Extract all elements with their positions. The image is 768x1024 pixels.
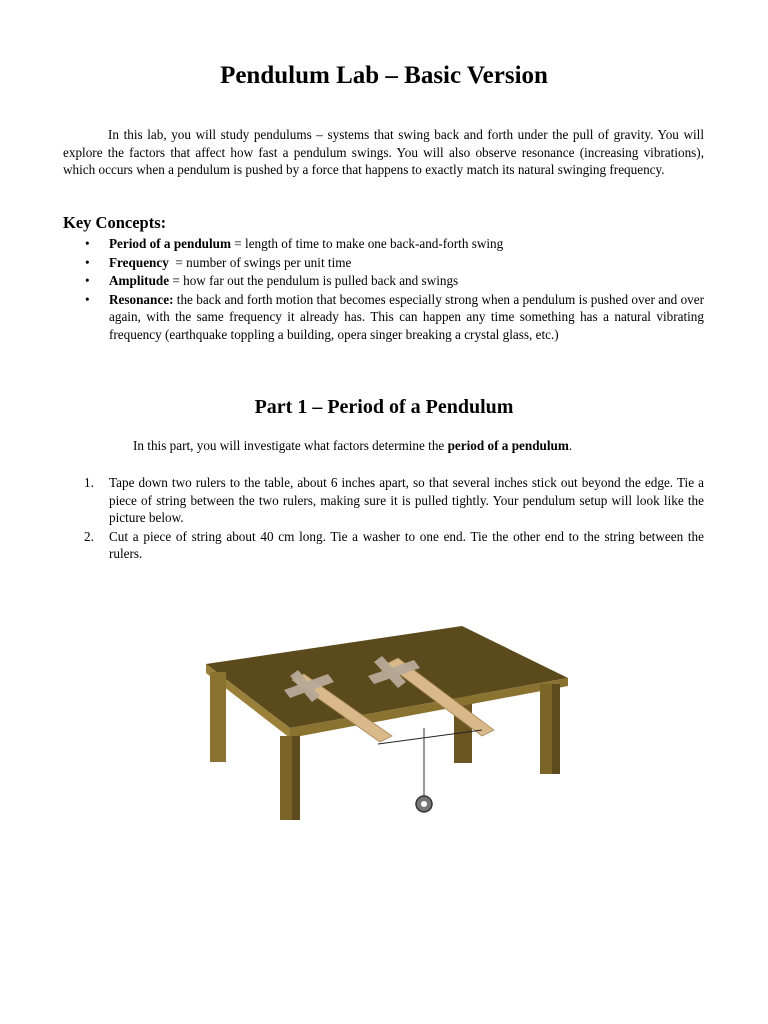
part1-steps — [63, 474, 704, 564]
intro-paragraph: In this lab, you will study pendulums – systems that swing back and forth under the pull of gravity. You will explore the factors that affect how fast a pendulum swings. You will also observe resonance (increasing vibrations), which occurs when a pendulum is pushed by a force that happens to exactly match its natural swinging frequency. — [63, 127, 704, 177]
part1-intro-suffix: . — [568, 438, 573, 453]
key-concepts-list — [63, 235, 704, 344]
concept-term: Amplitude — [109, 273, 170, 288]
step-number: 1. — [84, 475, 94, 490]
step-item — [63, 474, 704, 527]
step-item — [63, 528, 704, 563]
table-leg-front-right-shade — [552, 684, 560, 774]
concept-text: = number of swings per unit time — [168, 254, 352, 270]
key-concepts-heading: Key Concepts: — [63, 213, 167, 232]
pendulum-table-illustration — [200, 618, 572, 826]
table-leg-left-outer — [210, 672, 226, 762]
concept-text: the back and forth motion that becomes especially strong when a pendulum is pushed over and over again, with the same frequency it already has. This can happen any time something has a natural vibrating frequency (earthquake toppling a building, opera singer breaking a crystal glass, etc.) — [109, 291, 704, 342]
bullet-icon: • — [85, 273, 90, 288]
bullet-icon: • — [85, 236, 90, 251]
concept-item — [63, 291, 704, 344]
concept-text: = length of time to make one back-and-forth swing — [231, 236, 504, 251]
step-text: Cut a piece of string about 40 cm long. Tie a washer to one end. Tie the other end to the string between the rulers. — [109, 528, 704, 561]
concept-item — [63, 272, 704, 290]
step-text: Tape down two rulers to the table, about 6 inches apart, so that several inches stick out beyond the edge. Tie a piece of string between the two rulers, making sure it is pulled tightly. Your pendulum setup will look like the picture below. — [109, 475, 704, 525]
part1-intro — [133, 438, 572, 454]
concept-item — [63, 235, 704, 253]
concept-text: = how far out the pendulum is pulled back and swings — [169, 273, 459, 288]
washer-hole — [421, 801, 427, 807]
step-number: 2. — [84, 528, 94, 544]
bullet-icon: • — [85, 291, 90, 307]
concept-term: Frequency — [109, 254, 169, 270]
part1-intro-prefix: In this part, you will investigate what factors determine the — [133, 438, 448, 453]
page-title: Pendulum Lab – Basic Version — [220, 62, 548, 89]
part1-intro-bold: period of a pendulum — [447, 438, 569, 453]
bullet-icon: • — [85, 254, 90, 270]
concept-term: Resonance: — [109, 291, 174, 307]
part1-title: Part 1 – Period of a Pendulum — [254, 396, 514, 418]
concept-term: Period of a pendulum — [109, 236, 231, 251]
concept-item — [63, 254, 704, 272]
table-leg-front-left-shade — [292, 736, 300, 820]
